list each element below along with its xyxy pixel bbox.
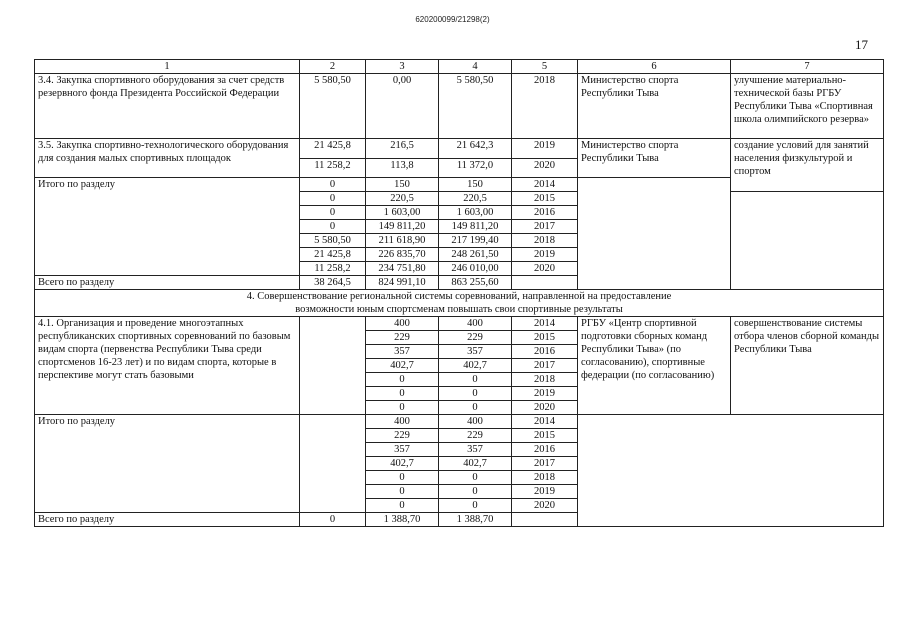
cell-year: 2018 <box>512 471 578 485</box>
cell-regional: 0 <box>366 373 439 387</box>
cell-year: 2018 <box>512 234 578 248</box>
cell-regional: 357 <box>366 345 439 359</box>
cell-year: 2016 <box>512 206 578 220</box>
cell-federal: 0 <box>300 206 366 220</box>
table-row <box>35 415 884 429</box>
table-row <box>35 74 884 139</box>
cell-regional: 0 <box>366 485 439 499</box>
cell-total: 402,7 <box>439 457 512 471</box>
section-heading-row <box>35 290 884 317</box>
table-row <box>35 139 884 159</box>
cell-federal: 11 258,2 <box>300 262 366 276</box>
expected-result: улучшение материально-технической базы РГБУ Республики Тыва «Спортивная школа олимпийского резерва» <box>731 74 884 139</box>
column-number: 2 <box>300 60 366 74</box>
page-number: 17 <box>855 37 868 52</box>
empty-cell <box>512 276 578 290</box>
empty-cell <box>578 178 731 290</box>
cell-federal: 21 425,8 <box>300 139 366 159</box>
cell-total: 0 <box>439 471 512 485</box>
section-heading-line: 4. Совершенствование региональной системы соревнований, направленной на предоставление <box>246 291 672 302</box>
cell-regional: 0 <box>366 387 439 401</box>
cell-regional: 113,8 <box>366 158 439 178</box>
cell-total: 229 <box>439 331 512 345</box>
cell-total: 400 <box>439 317 512 331</box>
column-number: 4 <box>439 60 512 74</box>
cell-federal: 0 <box>300 220 366 234</box>
cell-total: 149 811,20 <box>439 220 512 234</box>
cell-year: 2019 <box>512 485 578 499</box>
cell-regional: 229 <box>366 331 439 345</box>
empty-cell <box>300 415 366 513</box>
empty-cell <box>300 317 366 415</box>
cell-total: 248 261,50 <box>439 248 512 262</box>
column-number: 7 <box>731 60 884 74</box>
cell-regional: 402,7 <box>366 457 439 471</box>
cell-year: 2015 <box>512 429 578 443</box>
cell-total: 0 <box>439 373 512 387</box>
cell-regional: 229 <box>366 429 439 443</box>
cell-total: 217 199,40 <box>439 234 512 248</box>
cell-federal: 5 580,50 <box>300 234 366 248</box>
total-label: Итого по разделу <box>35 415 300 513</box>
program-table <box>34 59 884 527</box>
cell-federal: 0 <box>300 178 366 192</box>
column-number: 5 <box>512 60 578 74</box>
cell-total: 229 <box>439 429 512 443</box>
cell-year: 2015 <box>512 331 578 345</box>
section-heading <box>35 290 884 317</box>
cell-year: 2017 <box>512 359 578 373</box>
cell-federal: 38 264,5 <box>300 276 366 290</box>
column-number: 3 <box>366 60 439 74</box>
executor: РГБУ «Центр спортивной подготовки сборных команд Республики Тыва» (по согласованию), спортивные федерации (по согласованию) <box>578 317 731 415</box>
cell-regional: 211 618,90 <box>366 234 439 248</box>
cell-year: 2020 <box>512 158 578 178</box>
document-code: 620200099/21298(2) <box>415 15 490 24</box>
cell-regional: 357 <box>366 443 439 457</box>
cell-regional: 0 <box>366 401 439 415</box>
empty-cell <box>512 513 578 527</box>
cell-year: 2019 <box>512 139 578 159</box>
cell-total: 400 <box>439 415 512 429</box>
executor: Министерство спорта Республики Тыва <box>578 139 731 178</box>
expected-result: совершенствование системы отбора членов сборной команды Республики Тыва <box>731 317 884 415</box>
cell-regional: 400 <box>366 415 439 429</box>
cell-regional: 0 <box>366 471 439 485</box>
empty-cell <box>578 415 884 527</box>
empty-cell <box>731 192 884 290</box>
cell-total: 5 580,50 <box>439 74 512 139</box>
table-row <box>35 317 884 331</box>
cell-regional: 234 751,80 <box>366 262 439 276</box>
cell-total: 21 642,3 <box>439 139 512 159</box>
cell-total: 357 <box>439 345 512 359</box>
cell-federal: 0 <box>300 513 366 527</box>
cell-regional: 216,5 <box>366 139 439 159</box>
cell-total: 863 255,60 <box>439 276 512 290</box>
cell-year: 2019 <box>512 248 578 262</box>
cell-year: 2016 <box>512 443 578 457</box>
column-number: 1 <box>35 60 300 74</box>
cell-regional: 1 603,00 <box>366 206 439 220</box>
cell-year: 2020 <box>512 262 578 276</box>
cell-regional: 0,00 <box>366 74 439 139</box>
cell-year: 2020 <box>512 499 578 513</box>
cell-year: 2018 <box>512 74 578 139</box>
cell-federal: 21 425,8 <box>300 248 366 262</box>
cell-total: 402,7 <box>439 359 512 373</box>
cell-regional: 149 811,20 <box>366 220 439 234</box>
cell-total: 150 <box>439 178 512 192</box>
cell-total: 1 388,70 <box>439 513 512 527</box>
cell-total: 220,5 <box>439 192 512 206</box>
expected-result: создание условий для занятий населения физкультурой и спортом <box>731 139 884 192</box>
cell-regional: 220,5 <box>366 192 439 206</box>
section-heading-line: возможности юным спортсменам повышать свои спортивные результаты <box>295 304 623 315</box>
grand-total-label: Всего по разделу <box>35 276 300 290</box>
total-label: Итого по разделу <box>35 178 300 276</box>
cell-year: 2018 <box>512 373 578 387</box>
executor: Министерство спорта Республики Тыва <box>578 74 731 139</box>
cell-total: 11 372,0 <box>439 158 512 178</box>
cell-year: 2019 <box>512 387 578 401</box>
activity-name: 4.1. Организация и проведение многоэтапных республиканских спортивных соревнований по базовым видам спорта (первенства Республики Тыва среди спортсменов 16-23 лет) и по видам спорта, которые в перспективе могут стать базовыми <box>35 317 300 415</box>
cell-year: 2020 <box>512 401 578 415</box>
cell-federal: 0 <box>300 192 366 206</box>
cell-regional: 0 <box>366 499 439 513</box>
activity-name: 3.5. Закупка спортивно-технологического оборудования для создания малых спортивных площадок <box>35 139 300 178</box>
column-number: 6 <box>578 60 731 74</box>
cell-year: 2014 <box>512 178 578 192</box>
cell-total: 1 603,00 <box>439 206 512 220</box>
cell-regional: 400 <box>366 317 439 331</box>
cell-federal: 11 258,2 <box>300 158 366 178</box>
cell-year: 2016 <box>512 345 578 359</box>
activity-name: 3.4. Закупка спортивного оборудования за счет средств резервного фонда Президента Российской Федерации <box>35 74 300 139</box>
cell-total: 0 <box>439 387 512 401</box>
cell-federal: 5 580,50 <box>300 74 366 139</box>
cell-year: 2014 <box>512 415 578 429</box>
cell-total: 357 <box>439 443 512 457</box>
cell-regional: 824 991,10 <box>366 276 439 290</box>
column-number-row <box>35 60 884 74</box>
cell-year: 2014 <box>512 317 578 331</box>
cell-total: 0 <box>439 485 512 499</box>
cell-year: 2017 <box>512 457 578 471</box>
cell-total: 0 <box>439 499 512 513</box>
cell-year: 2015 <box>512 192 578 206</box>
cell-total: 246 010,00 <box>439 262 512 276</box>
cell-regional: 226 835,70 <box>366 248 439 262</box>
cell-total: 0 <box>439 401 512 415</box>
cell-year: 2017 <box>512 220 578 234</box>
cell-regional: 150 <box>366 178 439 192</box>
cell-regional: 1 388,70 <box>366 513 439 527</box>
cell-regional: 402,7 <box>366 359 439 373</box>
grand-total-label: Всего по разделу <box>35 513 300 527</box>
